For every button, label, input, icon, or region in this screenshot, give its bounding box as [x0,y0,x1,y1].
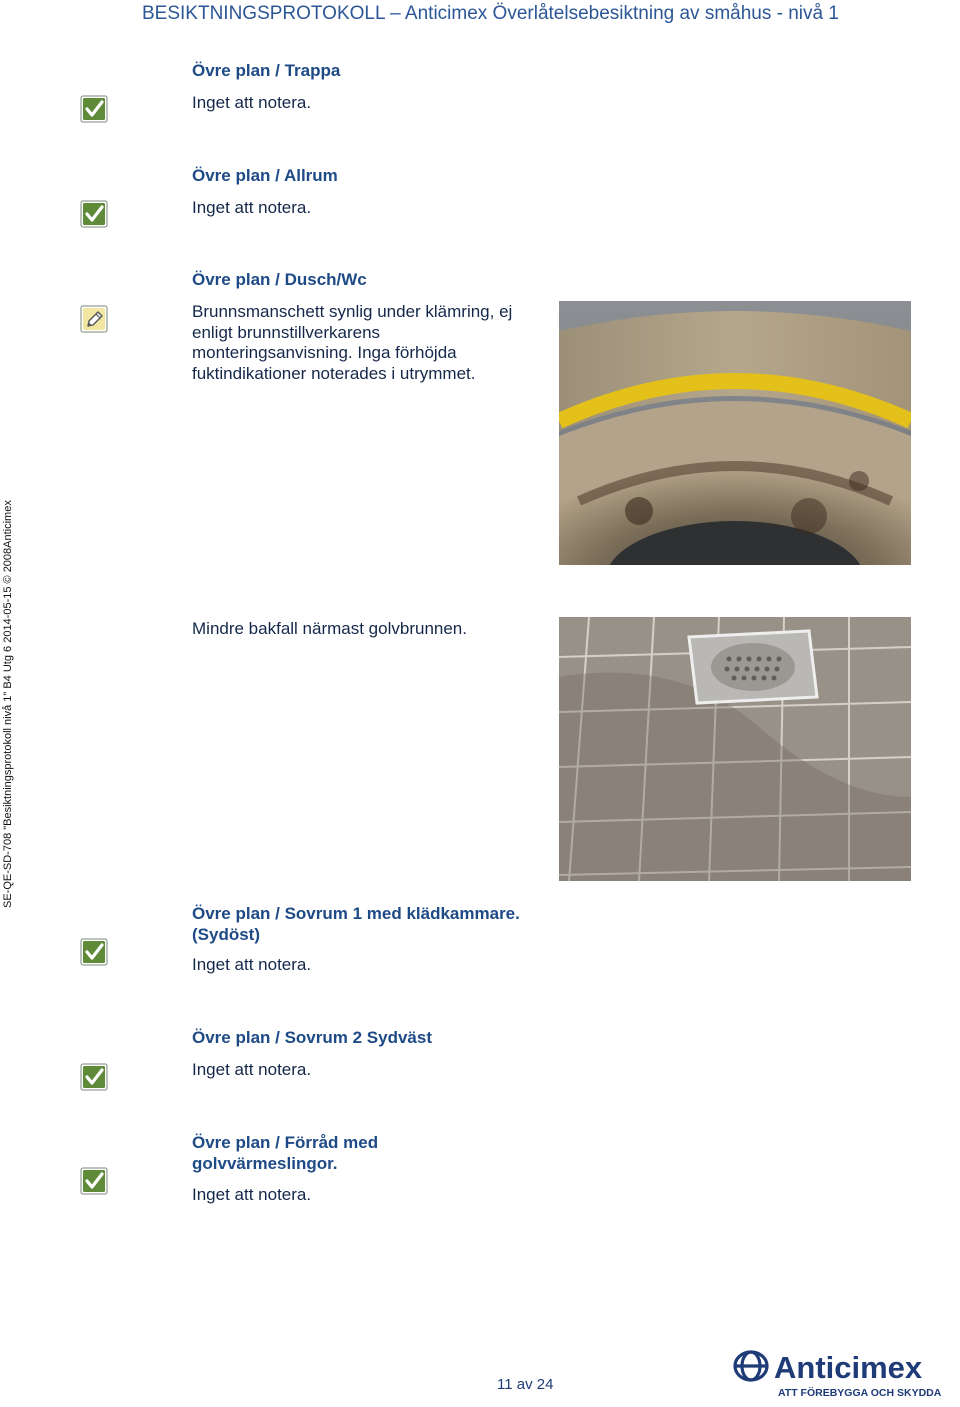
section-text-trappa: Inget att notera. [192,93,312,112]
title-line: golvvärmeslingor. [192,1154,338,1173]
section-text-bakfall: Mindre bakfall närmast golvbrunnen. [192,619,467,638]
section-title-forrad [192,1132,378,1174]
section-title-allrum: Övre plan / Allrum [192,166,338,185]
checkmark-icon [80,938,108,966]
text-line: enligt brunnstillverkarens [192,322,381,342]
document-header: BESIKTNINGSPROTOKOLL – Anticimex Överlåtelsebesiktning av småhus - nivå 1 [142,3,839,24]
checkmark-icon [80,95,108,123]
logo-tagline: ATT FÖREBYGGA OCH SKYDDA [778,1387,942,1399]
checkmark-icon [80,1167,108,1195]
section-title-sovrum-1 [192,903,520,945]
text-line: fuktindikationer noterades i utrymmet. [192,363,476,383]
section-title-trappa: Övre plan / Trappa [192,61,341,80]
anticimex-logo [732,1348,954,1400]
section-title-dusch-wc: Övre plan / Dusch/Wc [192,270,367,289]
section-text-sovrum-1: Inget att notera. [192,955,312,974]
page-number: 11 av 24 [497,1376,554,1393]
photo-floor-drain [559,617,911,881]
checkmark-icon [80,200,108,228]
logo-wordmark: Anticimex [774,1350,923,1385]
photo-drain-collar [559,301,911,565]
title-line: Övre plan / Sovrum 1 med klädkammare. [192,904,520,923]
checkmark-icon [80,1063,108,1091]
section-text-allrum: Inget att notera. [192,198,312,217]
section-text-sovrum-2: Inget att notera. [192,1060,312,1079]
section-title-sovrum-2: Övre plan / Sovrum 2 Sydväst [192,1028,432,1047]
section-text-forrad: Inget att notera. [192,1185,312,1204]
text-line: Brunnsmanschett synlig under klämring, ej [192,302,513,321]
document-reference-vertical: SE-QE-SD-708 "Besiktningsprotokoll nivå 1" B4 Utg 6 2014-05-15 © 2008Anticimex [2,500,14,908]
pencil-icon [80,305,108,333]
section-text-dusch-wc [192,302,512,384]
title-line: (Sydöst) [192,925,260,944]
title-line: Övre plan / Förråd med [192,1133,379,1152]
text-line: monteringsanvisning. Inga förhöjda [192,343,457,362]
